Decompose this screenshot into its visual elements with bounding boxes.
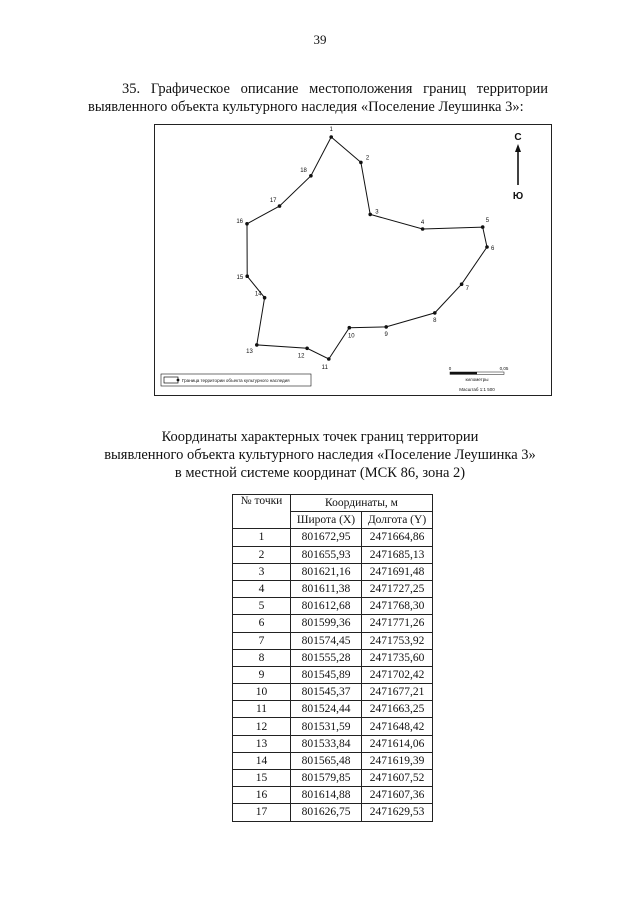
latitude-cell: 801612,68 [291,598,362,615]
point-number-cell: 7 [233,632,291,649]
point-number-cell: 4 [233,580,291,597]
point-number-cell: 17 [233,804,291,821]
page-number: 39 [313,32,327,47]
longitude-cell: 2471619,39 [362,752,433,769]
boundary-point-marker [329,135,333,139]
legend-label: Граница территории объекта культурного наследия [182,378,290,383]
heading-word: Графическое [150,81,230,97]
table-row [233,563,433,580]
boundary-point-marker [263,296,267,300]
boundary-point-marker [348,326,352,330]
longitude-cell: 2471768,30 [362,598,433,615]
scale-max-label: 0,05 [499,366,509,371]
boundary-point-label: 18 [300,167,307,174]
longitude-cell: 2471685,13 [362,546,433,563]
scale-unit-label: километры [465,377,489,382]
boundary-point-label: 6 [491,246,495,252]
boundary-point-label: 1 [329,127,333,133]
table-row [233,752,433,769]
scale-bar [449,366,509,392]
boundary-point-label: 5 [485,218,490,225]
boundary-point-marker [485,245,489,249]
scale-ratio-label: Масштаб 1:1 500 [459,387,495,392]
longitude-cell: 2471771,26 [362,615,433,632]
boundary-point-label: 13 [246,348,253,355]
heading-line-2: выявленного объекта культурного наследия «Поселение Леушинка 3»: [88,99,524,115]
table-row [233,529,433,546]
longitude-cell: 2471691,48 [362,563,433,580]
boundary-point-label: 2 [365,155,370,162]
boundary-point-label: 17 [269,198,277,205]
legend-swatch [164,377,178,383]
coordinates-table [232,494,433,822]
map-legend [161,374,311,386]
boundary-point-label: 15 [236,275,244,282]
point-number-cell: 8 [233,649,291,666]
table-row [233,615,433,632]
heading-word: местоположения [309,81,413,97]
latitude-cell: 801672,95 [291,529,362,546]
boundary-map-svg [155,125,551,395]
header-longitude: Долгота (Y) [362,512,433,529]
boundary-point-label: 9 [384,331,388,338]
table-row [233,598,433,615]
boundary-point-label: 8 [433,317,437,324]
point-number-cell: 5 [233,598,291,615]
latitude-cell: 801655,93 [291,546,362,563]
longitude-cell: 2471607,52 [362,770,433,787]
boundary-point-marker [433,311,437,315]
longitude-cell: 2471727,25 [362,580,433,597]
longitude-cell: 2471677,21 [362,684,433,701]
section-heading [88,80,548,116]
boundary-point-marker [384,325,388,329]
header-coordinates: Координаты, м [291,495,433,512]
boundary-point-marker [255,343,259,347]
longitude-cell: 2471664,86 [362,529,433,546]
longitude-cell: 2471735,60 [362,649,433,666]
latitude-cell: 801611,38 [291,580,362,597]
point-number-cell: 16 [233,787,291,804]
table-row [233,735,433,752]
latitude-cell: 801531,59 [291,718,362,735]
table-row [233,684,433,701]
boundary-point-marker [327,357,331,361]
boundary-point-label: 4 [420,220,425,226]
latitude-cell: 801545,37 [291,684,362,701]
caption-line: выявленного объекта культурного наследия «Поселение Леушинка 3» [104,447,536,463]
longitude-cell: 2471753,92 [362,632,433,649]
point-number-cell: 2 [233,546,291,563]
boundary-point-marker [278,204,282,208]
table-row [233,701,433,718]
point-number-cell: 3 [233,563,291,580]
boundary-point-label: 7 [465,286,469,293]
table-row [233,649,433,666]
table-row [233,666,433,683]
boundary-point-label: 3 [375,209,379,216]
boundary-point-marker [309,174,313,178]
boundary-point-marker [359,161,363,165]
longitude-cell: 2471663,25 [362,701,433,718]
boundary-point-marker [460,282,464,286]
table-row [233,718,433,735]
longitude-cell: 2471614,06 [362,735,433,752]
point-number-cell: 9 [233,666,291,683]
boundary-point-marker [245,274,249,278]
boundary-point-label: 12 [297,353,305,360]
point-number-cell: 10 [233,684,291,701]
boundary-point-marker [368,213,372,217]
boundary-map [154,124,552,396]
header-point-number: № точки [233,495,291,529]
heading-number: 35. [122,81,141,97]
north-arrow-icon [513,132,523,202]
point-number-cell: 6 [233,615,291,632]
point-number-cell: 15 [233,770,291,787]
latitude-cell: 801533,84 [291,735,362,752]
compass-north-label: С [514,132,522,143]
header-latitude: Широта (X) [291,512,362,529]
longitude-cell: 2471629,53 [362,804,433,821]
boundary-point-label: 14 [254,291,262,298]
boundary-point-marker [245,222,249,226]
compass-south-label: Ю [512,191,524,202]
point-number-cell: 14 [233,752,291,769]
latitude-cell: 801555,28 [291,649,362,666]
heading-word: территории [476,81,548,97]
table-row [233,632,433,649]
latitude-cell: 801626,75 [291,804,362,821]
heading-word: границ [423,81,467,97]
point-number-cell: 12 [233,718,291,735]
longitude-cell: 2471702,42 [362,666,433,683]
point-number-cell: 13 [233,735,291,752]
latitude-cell: 801614,88 [291,787,362,804]
table-row [233,546,433,563]
table-row [233,770,433,787]
heading-word: описание [240,81,299,97]
latitude-cell: 801565,48 [291,752,362,769]
legend-point-icon [177,379,180,382]
latitude-cell: 801579,85 [291,770,362,787]
longitude-cell: 2471607,36 [362,787,433,804]
scale-zero-label: 0 [448,366,452,371]
heading-line-1 [88,80,548,98]
boundary-point-marker [305,347,309,351]
latitude-cell: 801599,36 [291,615,362,632]
table-caption [0,428,640,482]
boundary-point-label: 16 [236,218,243,225]
boundary-point-marker [481,225,485,229]
latitude-cell: 801524,44 [291,701,362,718]
caption-line: в местной системе координат (МСК 86, зона 2) [174,465,466,481]
point-number-cell: 11 [233,701,291,718]
boundary-points [236,127,495,371]
table-row [233,580,433,597]
caption-line: Координаты характерных точек границ территории [161,429,479,445]
boundary-point-label: 11 [321,365,328,371]
latitude-cell: 801574,45 [291,632,362,649]
boundary-point-label: 10 [347,333,355,340]
boundary-point-marker [421,227,425,231]
table-row [233,804,433,821]
table-row [233,787,433,804]
boundary-polygon [247,137,487,359]
longitude-cell: 2471648,42 [362,718,433,735]
latitude-cell: 801545,89 [291,666,362,683]
point-number-cell: 1 [233,529,291,546]
latitude-cell: 801621,16 [291,563,362,580]
